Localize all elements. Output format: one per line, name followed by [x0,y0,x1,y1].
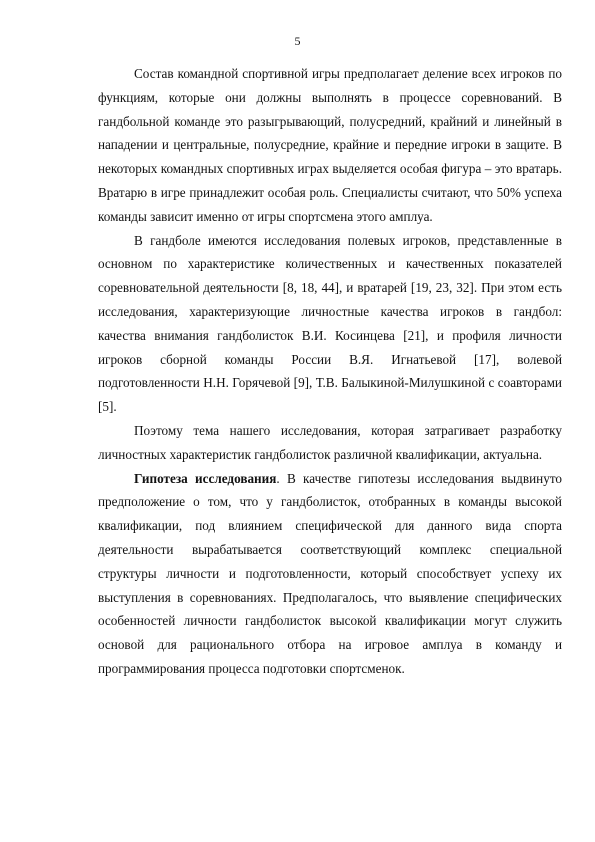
hypothesis-heading: Гипотеза исследования [134,470,277,486]
paragraph-hypothesis [98,467,562,681]
paragraph-text: Состав командной спортивной игры предполагает деление всех игроков по функциям, которые они должны выполнять в процессе соревнований. В гандбольной команде это разыгрывающий, полусредний, крайний и линейный в нападении и центральные, полусредние, крайние и передние игроки в защите. В некоторых командных спортивных играх выделяется особая фигура – это вратарь. Вратарю в игре принадлежит особая роль. Специалисты считают, что 50% успеха команды зависит именно от игры спортсмена этого амплуа. [98,66,562,224]
paragraph-player-functions [98,62,562,229]
paragraph-text: . В качестве гипотезы исследования выдвинуто предположение о том, что у гандболисток, отобранных в команды высокой квалификации, под влиянием специфической для данного вида спорта деятельности вырабатывается соответствующий комплекс специальной структуры личности и подготовленности, который способствует успеху их выступления в соревнованиях. Предполагалось, что выявление специфических особенностей личности гандболисток высокой квалификации могут служить основой для рационального отбора на игровое амплуа в команду и программирования процесса подготовки спортсменок. [98,470,562,676]
paragraph-handball-research [98,229,562,419]
paragraph-relevance [98,419,562,467]
page-number: 5 [294,34,301,48]
paragraph-text: Поэтому тема нашего исследования, которая затрагивает разработку личностных характеристик гандболисток различной квалификации, актуальна. [98,422,562,462]
paragraph-text: В гандболе имеются исследования полевых игроков, представленные в основном по характеристике количественных и качественных показателей соревновательной деятельности [8, 18, 44], и вратарей [19, 23, 32]. При этом есть исследования, характеризующие личностные качества игроков в гандбол: качества внимания гандболисток В.И. Косинцева [21], и профиля личности игроков сборной команды России В.Я. Игнатьевой [17], волевой подготовленности Н.Н. Горячевой [9], Т.В. Балыкиной-Милушкиной с соавторами [5]. [98,232,562,415]
document-body [98,62,562,681]
